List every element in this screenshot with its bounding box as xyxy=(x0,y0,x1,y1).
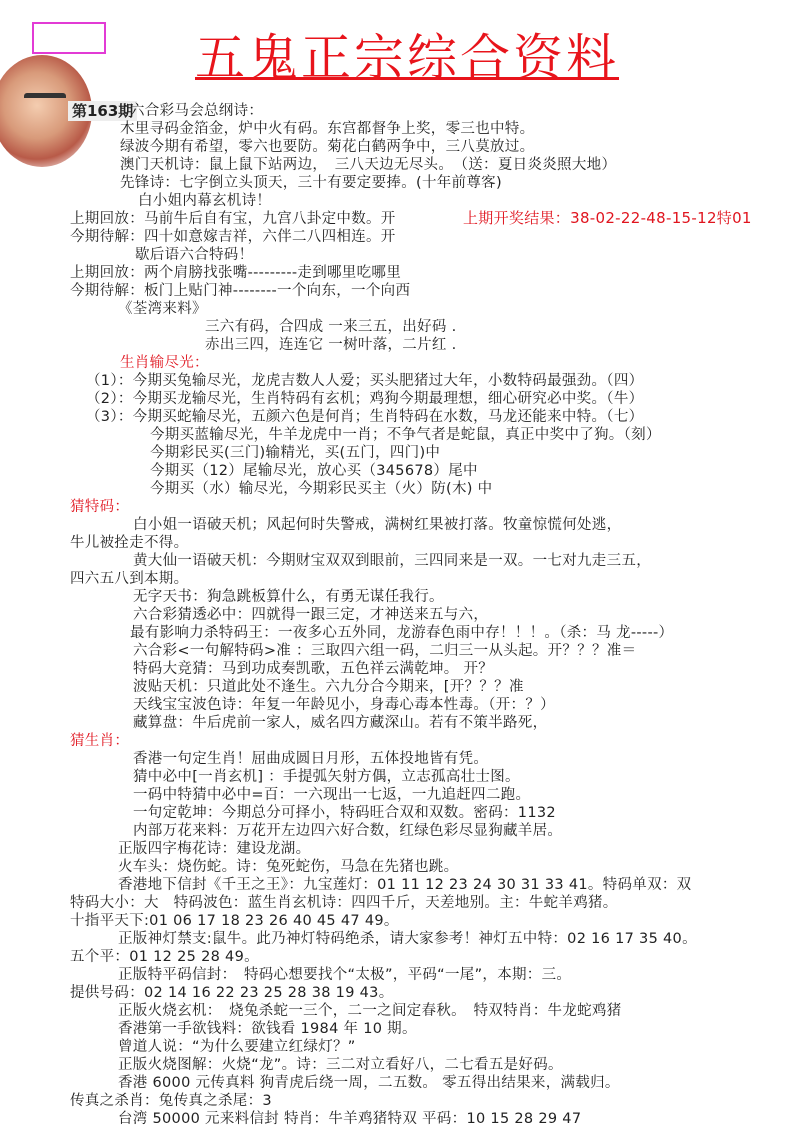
text-line: 正版神灯禁支:鼠牛。此乃神灯特码绝杀，请大家参考！神灯五中特：02 16 17 35 40。 xyxy=(118,931,697,947)
text-line: 传真之杀肖：兔传真之杀尾：3 xyxy=(70,1093,272,1109)
text-line: 黄大仙一语破天机：今期财宝双双到眼前，三四同来是一双。一七对九走三五， xyxy=(133,553,651,569)
text-line: 最有影响力杀特码王：一夜多心五外同，龙游春色雨中存！！！。（杀：马 龙-----） xyxy=(130,625,674,641)
text-line: 一句定乾坤：今期总分可择小，特码旺合双和双数。密码：1132 xyxy=(133,805,556,821)
text-line: 火车头：烧伤蛇。诗：兔死蛇伤，马急在先猪也跳。 xyxy=(118,859,459,875)
text-line: 正版火烧玄机： 烧兔杀蛇一三个，二一之间定春秋。 特双特肖：牛龙蛇鸡猪 xyxy=(118,1003,622,1019)
text-line: 《荃湾来料》 xyxy=(118,301,207,317)
text-line: 六合彩猜透必中：四就得一跟三定，才神送来五与六， xyxy=(133,607,489,623)
section-heading: 生肖输尽光： xyxy=(120,355,209,371)
section-heading: 猜特码： xyxy=(70,499,130,515)
text-line: 绿波今期有希望，零六也要防。菊花白鹤两争中，三八莫放过。 xyxy=(120,139,535,155)
text-line: 牛儿被拴走不得。 xyxy=(70,535,189,551)
last-draw-result: 上期开奖结果：38-02-22-48-15-12特01 xyxy=(463,209,752,227)
section-heading: 猜生肖： xyxy=(70,733,130,749)
text-line: 曾道人说：“为什么要建立红绿灯？” xyxy=(118,1039,356,1055)
text-line: 六合彩马会总纲诗： xyxy=(130,103,264,119)
text-line: 四六五八到本期。 xyxy=(70,571,189,587)
text-line: 木里寻码金箔金，炉中火有码。东宫都督争上奖，零三也中特。 xyxy=(120,121,535,137)
text-line: 先锋诗：七字倒立头顶天，三十有要定要捧。(十年前尊客) xyxy=(120,175,502,191)
text-line: 台湾 50000 元来料信封 特肖：牛羊鸡猪特双 平码：10 15 28 29 47 xyxy=(118,1111,582,1127)
text-line: 澳门天机诗：鼠上鼠下站两边， 三八天边无尽头。 （送：夏日炎炎照大地） xyxy=(120,157,617,173)
text-line: 上期回放：两个肩膀找张嘴---------走到哪里吃哪里 xyxy=(70,265,401,281)
text-line: （1）：今期买兔输尽光，龙虎吉数人人爱；买头肥猪过大年，小数特码最强劲。（四） xyxy=(86,373,644,389)
page-title: 五鬼正宗综合资料 xyxy=(195,29,619,87)
text-line: 藏算盘：牛后虎前一家人，威名四方藏深山。若有不策半路死， xyxy=(133,715,548,731)
text-line: 香港地下信封《千王之王》：九宝莲灯：01 11 12 23 24 30 31 33 41。特码单双：双 xyxy=(118,877,692,893)
text-line: 正版火烧图解：火烧“龙”。诗：三二对立看好八，二七看五是好码。 xyxy=(118,1057,563,1073)
text-line: 上期回放：马前牛后自有宝，九宫八卦定中数。开 xyxy=(70,211,396,227)
text-line: 六合彩<一句解特码>准 ：三取四六组一码，二归三一从头起。开？？？准＝ xyxy=(133,643,637,659)
text-line: 五个平：01 12 25 28 49。 xyxy=(70,949,259,965)
text-line: 无字天书：狗急跳板算什么，有勇无谋任我行。 xyxy=(133,589,444,605)
highlight-box xyxy=(32,22,106,54)
text-line: 今期买（水）输尽光，今期彩民买主（火）防(木) 中 xyxy=(150,481,493,497)
text-line: 提供号码：02 14 16 22 23 25 28 38 19 43。 xyxy=(70,985,394,1001)
text-line: 内部万花来料：万花开左边四六好合数，红绿色彩尽显狗藏羊居。 xyxy=(133,823,563,839)
text-line: 香港第一手欲钱料：欲钱看 1984 年 10 期。 xyxy=(118,1021,417,1037)
text-line: （2）：今期买龙输尽光，生肖特码有玄机；鸡狗今期最理想，细心研究必中奖。（牛） xyxy=(86,391,644,407)
text-line: 特码大竞猜：马到功成奏凯歌，五色祥云满乾坤。 开？ xyxy=(133,661,494,677)
text-line: 猜中必中[一肖玄机] ：手提弧矢射方偶，立志孤高壮士图。 xyxy=(133,769,520,785)
text-line: 香港一句定生肖！屈曲成圆日月形，五体投地皆有凭。 xyxy=(133,751,489,767)
text-line: 一码中特猜中必中=百：一六现出一七返，一九追赶四二跑。 xyxy=(133,787,531,803)
period-label: 第163期 xyxy=(68,101,137,121)
text-line: 波贴天机：只道此处不逢生。六九分合今期来，[开？？？准 xyxy=(133,679,524,695)
text-line: 天线宝宝波色诗：年复一年龄见小，身毒心毒本性毒。（开：？） xyxy=(133,697,555,713)
glasses-decoration xyxy=(24,93,66,108)
text-line: 白小姐内幕玄机诗！ xyxy=(138,193,272,209)
text-line: 歇后语六合特码！ xyxy=(135,247,254,263)
text-line: 正版四字梅花诗：建设龙湖。 xyxy=(118,841,311,857)
text-line: 正版特平码信封： 特码心想要找个“太极”，平码“一尾”，本期：三。 xyxy=(118,967,572,983)
text-line: 今期彩民买(三门)输精光，买(五门，四门)中 xyxy=(150,445,441,461)
text-line: 今期买蓝输尽光，牛羊龙虎中一肖；不争气者是蛇鼠，真正中奖中了狗。（刻） xyxy=(150,427,661,443)
text-line: 赤出三四，连连它 一树叶落，二片红 . xyxy=(205,337,457,353)
text-line: 特码大小：大 特码波色：蓝生肖玄机诗：四四千斤，天差地别。主：牛蛇羊鸡猪。 xyxy=(70,895,618,911)
text-line: 今期待解：四十如意嫁吉祥，六伴二八四相连。开 xyxy=(70,229,396,245)
text-line: 香港 6000 元传真料 狗青虎后绕一周，二五数。 零五得出结果来，满载归。 xyxy=(118,1075,620,1091)
text-line: 白小姐一语破天机；风起何时失警戒，满树红果被打落。牧童惊慌何处逃， xyxy=(133,517,622,533)
text-line: （3）：今期买蛇输尽光，五颜六色是何肖；生肖特码在水数，马龙还能来中特。（七） xyxy=(86,409,644,425)
text-line: 今期买（12）尾输尽光，放心买（345678）尾中 xyxy=(150,463,478,479)
text-line: 今期待解：板门上贴门神--------一个向东，一个向西 xyxy=(70,283,411,299)
text-line: 三六有码，合四成 一来三五，出好码 . xyxy=(205,319,457,335)
text-line: 十指平天下:01 06 17 18 23 26 40 45 47 49。 xyxy=(70,913,399,929)
